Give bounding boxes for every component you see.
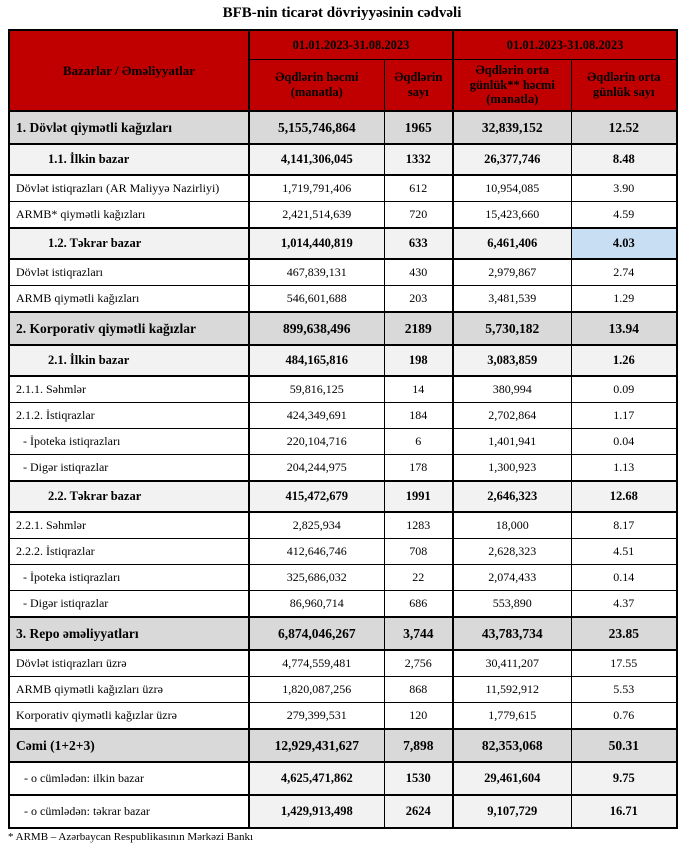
row-label: 2.2.2. İstiqrazlar (9, 539, 249, 565)
cell-avg-daily-count: 12.68 (571, 481, 677, 512)
cell-deal-count: 2,756 (384, 650, 453, 677)
cell-deal-count: 22 (384, 565, 453, 591)
row-label: Cəmi (1+2+3) (9, 729, 249, 762)
cell-deal-count: 14 (384, 376, 453, 403)
cell-deal-volume: 5,155,746,864 (249, 111, 384, 144)
row-label: 1.1. İlkin bazar (9, 144, 249, 175)
cell-avg-daily-count: 5.53 (571, 677, 677, 703)
cell-avg-daily-count: 16.71 (571, 795, 677, 828)
table-row (9, 429, 677, 455)
cell-avg-daily-count: 4.59 (571, 202, 677, 229)
table-row (9, 144, 677, 175)
cell-avg-daily-volume: 3,083,859 (453, 345, 571, 376)
cell-avg-daily-volume: 82,353,068 (453, 729, 571, 762)
cell-deal-volume: 412,646,746 (249, 539, 384, 565)
cell-avg-daily-volume: 30,411,207 (453, 650, 571, 677)
cell-avg-daily-count: 17.55 (571, 650, 677, 677)
row-label: ARMB* qiymətli kağızları (9, 202, 249, 229)
table-row (9, 403, 677, 429)
cell-avg-daily-count: 0.04 (571, 429, 677, 455)
cell-deal-count: 633 (384, 228, 453, 259)
cell-avg-daily-count: 0.76 (571, 703, 677, 730)
cell-deal-count: 178 (384, 455, 453, 482)
cell-deal-volume: 2,421,514,639 (249, 202, 384, 229)
row-label: Korporativ qiymətli kağızlar üzrə (9, 703, 249, 730)
cell-deal-volume: 4,625,471,862 (249, 762, 384, 795)
cell-avg-daily-volume: 32,839,152 (453, 111, 571, 144)
table-row (9, 762, 677, 795)
cell-deal-volume: 220,104,716 (249, 429, 384, 455)
cell-deal-volume: 59,816,125 (249, 376, 384, 403)
cell-avg-daily-count: 50.31 (571, 729, 677, 762)
cell-avg-daily-count: 0.09 (571, 376, 677, 403)
cell-avg-daily-volume: 380,994 (453, 376, 571, 403)
cell-deal-count: 198 (384, 345, 453, 376)
table-row (9, 376, 677, 403)
row-label: 2.2.1. Səhmlər (9, 512, 249, 539)
table-row (9, 481, 677, 512)
cell-avg-daily-count: 1.29 (571, 286, 677, 313)
table-row (9, 591, 677, 618)
cell-avg-daily-volume: 3,481,539 (453, 286, 571, 313)
cell-deal-volume: 204,244,975 (249, 455, 384, 482)
cell-deal-volume: 415,472,679 (249, 481, 384, 512)
row-label: ARMB qiymətli kağızları (9, 286, 249, 313)
row-label: - İpoteka istiqrazları (9, 429, 249, 455)
cell-deal-count: 120 (384, 703, 453, 730)
cell-avg-daily-count: 9.75 (571, 762, 677, 795)
cell-avg-daily-count: 1.13 (571, 455, 677, 482)
row-label: 2. Korporativ qiymətli kağızlar (9, 312, 249, 345)
cell-avg-daily-count: 2.74 (571, 259, 677, 286)
cell-avg-daily-volume: 18,000 (453, 512, 571, 539)
cell-deal-volume: 6,874,046,267 (249, 617, 384, 650)
row-label: 2.1. İlkin bazar (9, 345, 249, 376)
cell-deal-volume: 1,429,913,498 (249, 795, 384, 828)
cell-avg-daily-count: 1.26 (571, 345, 677, 376)
cell-avg-daily-count: 23.85 (571, 617, 677, 650)
cell-deal-volume: 467,839,131 (249, 259, 384, 286)
cell-avg-daily-volume: 1,300,923 (453, 455, 571, 482)
cell-deal-count: 6 (384, 429, 453, 455)
table-row (9, 345, 677, 376)
cell-deal-volume: 424,349,691 (249, 403, 384, 429)
row-label: Dövlət istiqrazları üzrə (9, 650, 249, 677)
table-row (9, 312, 677, 345)
table-row (9, 455, 677, 482)
header-col-deal-count: Əqdlərin sayı (384, 60, 453, 112)
cell-deal-count: 203 (384, 286, 453, 313)
cell-avg-daily-volume: 9,107,729 (453, 795, 571, 828)
table-row (9, 539, 677, 565)
cell-deal-volume: 546,601,688 (249, 286, 384, 313)
table-row (9, 259, 677, 286)
cell-avg-daily-volume: 11,592,912 (453, 677, 571, 703)
cell-deal-count: 1965 (384, 111, 453, 144)
row-label: Dövlət istiqrazları (9, 259, 249, 286)
row-label: - Digər istiqrazlar (9, 455, 249, 482)
row-label: - o cümlədən: təkrar bazar (9, 795, 249, 828)
cell-avg-daily-volume: 15,423,660 (453, 202, 571, 229)
table-header (9, 30, 677, 111)
cell-avg-daily-count: 4.37 (571, 591, 677, 618)
cell-deal-volume: 899,638,496 (249, 312, 384, 345)
table-row (9, 512, 677, 539)
cell-avg-daily-volume: 5,730,182 (453, 312, 571, 345)
cell-deal-count: 708 (384, 539, 453, 565)
cell-deal-count: 1530 (384, 762, 453, 795)
table-row (9, 677, 677, 703)
cell-deal-volume: 325,686,032 (249, 565, 384, 591)
table-row (9, 202, 677, 229)
cell-deal-volume: 2,825,934 (249, 512, 384, 539)
cell-avg-daily-volume: 1,779,615 (453, 703, 571, 730)
table-body (9, 111, 677, 828)
cell-deal-count: 1991 (384, 481, 453, 512)
header-col-avg-daily-volume: Əqdlərin orta günlük** həcmi (manatla) (453, 60, 571, 112)
row-label: Dövlət istiqrazları (AR Maliyyə Nazirliyi) (9, 175, 249, 202)
cell-avg-daily-volume: 2,628,323 (453, 539, 571, 565)
table-row (9, 175, 677, 202)
header-period-2: 01.01.2023-31.08.2023 (453, 30, 677, 60)
cell-deal-count: 430 (384, 259, 453, 286)
cell-deal-count: 7,898 (384, 729, 453, 762)
cell-avg-daily-volume: 2,979,867 (453, 259, 571, 286)
cell-avg-daily-volume: 10,954,085 (453, 175, 571, 202)
cell-deal-count: 686 (384, 591, 453, 618)
cell-deal-volume: 1,820,087,256 (249, 677, 384, 703)
cell-deal-count: 184 (384, 403, 453, 429)
cell-deal-volume: 86,960,714 (249, 591, 384, 618)
row-label: 2.1.1. Səhmlər (9, 376, 249, 403)
cell-deal-volume: 4,141,306,045 (249, 144, 384, 175)
cell-avg-daily-volume: 2,074,433 (453, 565, 571, 591)
header-markets-operations: Bazarlar / Əməliyyatlar (9, 30, 249, 111)
cell-deal-count: 612 (384, 175, 453, 202)
cell-deal-volume: 4,774,559,481 (249, 650, 384, 677)
cell-avg-daily-count: 4.03 (571, 228, 677, 259)
cell-avg-daily-volume: 43,783,734 (453, 617, 571, 650)
cell-avg-daily-count: 3.90 (571, 175, 677, 202)
cell-avg-daily-count: 0.14 (571, 565, 677, 591)
cell-deal-volume: 484,165,816 (249, 345, 384, 376)
table-row (9, 111, 677, 144)
cell-avg-daily-count: 4.51 (571, 539, 677, 565)
cell-deal-volume: 1,719,791,406 (249, 175, 384, 202)
table-row (9, 795, 677, 828)
table-row (9, 703, 677, 730)
row-label: - İpoteka istiqrazları (9, 565, 249, 591)
cell-deal-count: 2624 (384, 795, 453, 828)
cell-deal-count: 1283 (384, 512, 453, 539)
row-label: ARMB qiymətli kağızları üzrə (9, 677, 249, 703)
table-row (9, 228, 677, 259)
cell-deal-count: 3,744 (384, 617, 453, 650)
row-label: 1. Dövlət qiymətli kağızları (9, 111, 249, 144)
cell-avg-daily-volume: 1,401,941 (453, 429, 571, 455)
cell-deal-count: 2189 (384, 312, 453, 345)
header-col-deal-volume: Əqdlərin həcmi (manatla) (249, 60, 384, 112)
table-row (9, 565, 677, 591)
footnote-armb: * ARMB – Azərbaycan Respublikasının Mərkəzi Bankı (8, 831, 254, 843)
header-period-1: 01.01.2023-31.08.2023 (249, 30, 453, 60)
cell-avg-daily-count: 8.48 (571, 144, 677, 175)
cell-avg-daily-count: 12.52 (571, 111, 677, 144)
cell-deal-volume: 1,014,440,819 (249, 228, 384, 259)
table-row (9, 286, 677, 313)
cell-deal-count: 868 (384, 677, 453, 703)
trade-turnover-table (8, 29, 678, 829)
cell-avg-daily-volume: 2,646,323 (453, 481, 571, 512)
cell-avg-daily-count: 13.94 (571, 312, 677, 345)
row-label: - o cümlədən: ilkin bazar (9, 762, 249, 795)
cell-avg-daily-volume: 26,377,746 (453, 144, 571, 175)
cell-avg-daily-volume: 2,702,864 (453, 403, 571, 429)
cell-avg-daily-count: 1.17 (571, 403, 677, 429)
row-label: - Digər istiqrazlar (9, 591, 249, 618)
cell-avg-daily-volume: 29,461,604 (453, 762, 571, 795)
table-row (9, 650, 677, 677)
table-row (9, 617, 677, 650)
table-row (9, 729, 677, 762)
row-label: 2.1.2. İstiqrazlar (9, 403, 249, 429)
cell-deal-count: 720 (384, 202, 453, 229)
cell-avg-daily-volume: 553,890 (453, 591, 571, 618)
row-label: 3. Repo əməliyyatları (9, 617, 249, 650)
cell-deal-volume: 12,929,431,627 (249, 729, 384, 762)
page-title: BFB-nin ticarət dövriyyəsinin cədvəli (222, 5, 462, 21)
cell-deal-volume: 279,399,531 (249, 703, 384, 730)
cell-avg-daily-count: 8.17 (571, 512, 677, 539)
row-label: 2.2. Təkrar bazar (9, 481, 249, 512)
cell-deal-count: 1332 (384, 144, 453, 175)
header-period-row (9, 30, 677, 60)
row-label: 1.2. Təkrar bazar (9, 228, 249, 259)
cell-avg-daily-volume: 6,461,406 (453, 228, 571, 259)
header-col-avg-daily-count: Əqdlərin orta günlük sayı (571, 60, 677, 112)
